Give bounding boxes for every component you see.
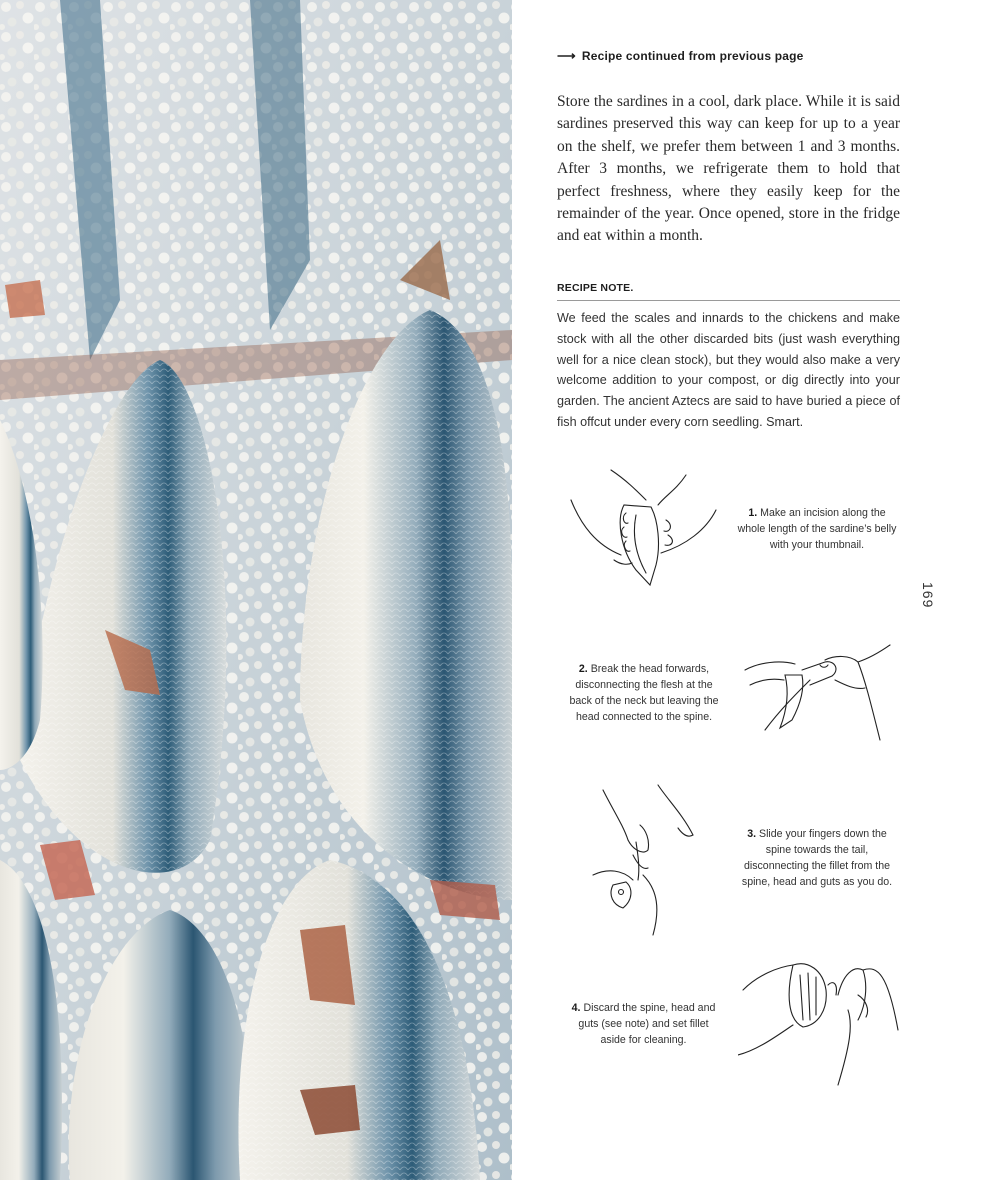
step-2-text: Break the head forwards, disconnecting the flesh at the back of the neck but leaving the head connected to the spine. — [569, 663, 719, 723]
recipe-note-heading: RECIPE NOTE. — [557, 282, 900, 301]
storage-paragraph: Store the sardines in a cool, dark place. While it is said sardines preserved this way can keep for up to a year on the shelf, we prefer them between 1 and 3 months. After 3 months, we refrigerate them to hold that perfect freshness, where they easily keep for the remainder of the year. Once opened, store in the fridge and eat within a month. — [557, 93, 900, 245]
page-number: 169 — [920, 582, 936, 609]
step-3-number: 3. — [747, 828, 757, 840]
step-2-caption — [563, 661, 725, 725]
step-4-number: 4. — [571, 1002, 581, 1014]
step-1-caption — [737, 505, 897, 553]
step-2-illustration — [740, 640, 895, 745]
step-1-text: Make an incision along the whole length of the sardine’s belly with your thumbnail. — [737, 507, 897, 551]
step-3-text: Slide your fingers down the spine towards the tail, disconnecting the fillet from the spine, head and guts as you do. — [741, 828, 893, 888]
step-4-caption — [566, 1000, 721, 1048]
step-1-number: 1. — [748, 507, 758, 519]
step-3-illustration — [588, 780, 703, 940]
step-4-text: Discard the spine, head and guts (see note) and set fillet aside for cleaning. — [578, 1002, 716, 1046]
continued-label: Recipe continued from previous page — [581, 49, 804, 63]
step-3-caption — [737, 826, 897, 890]
continued-header — [557, 48, 804, 64]
recipe-note-text: We feed the scales and innards to the chickens and make stock with all the other discarded bits (just wash everything well for a nice clean stock), but they would also make a very welcome addition to your compost, or dig directly into your garden. The ancient Aztecs are said to have buried a piece of fish offcut under every corn seedling. Smart. — [557, 311, 900, 429]
step-1-illustration — [566, 465, 721, 590]
right-arrow-icon: ⟶ — [557, 48, 576, 63]
step-2-number: 2. — [578, 663, 588, 675]
step-4-illustration — [738, 955, 903, 1090]
